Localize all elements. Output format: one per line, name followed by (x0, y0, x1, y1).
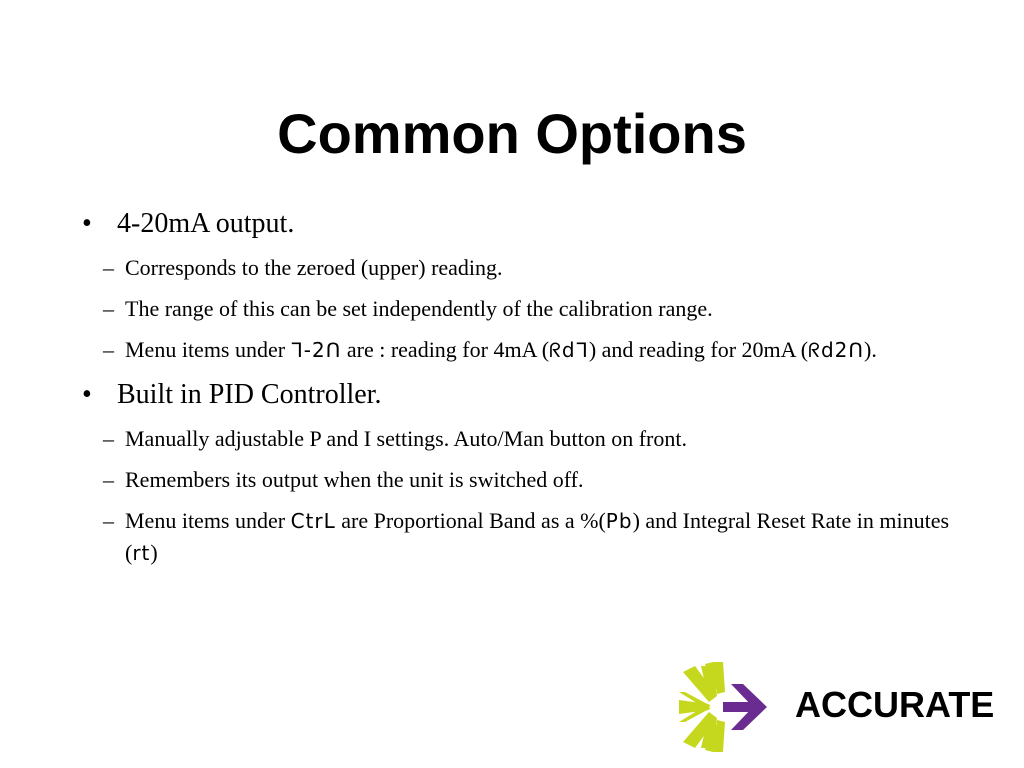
display-code-glyph: Pb (605, 509, 633, 533)
sub-bullet-text: ) and reading for 20mA ( (588, 337, 809, 362)
accurate-logo (679, 662, 999, 752)
bullet-text: 4-20mA output. (117, 208, 295, 239)
sub-bullet-item (80, 252, 960, 284)
sub-bullet-list (80, 252, 960, 366)
sub-bullet-text: are Proportional Band as a %( (335, 508, 606, 533)
sub-bullet-item (80, 334, 960, 366)
dash-marker: – (103, 337, 114, 362)
dash-marker: – (103, 508, 114, 533)
bullet-text: Built in PID Controller. (117, 379, 382, 410)
sub-bullet-list (80, 423, 960, 569)
dash-marker: – (103, 426, 114, 451)
sub-bullet-text: Manually adjustable P and I settings. Auto/Man button on front. (125, 426, 687, 451)
display-code-glyph: rt (132, 541, 151, 565)
sub-bullet-item (80, 423, 960, 455)
display-code-glyph: CtrL (290, 509, 336, 533)
sub-bullet-text: Menu items under (125, 337, 291, 362)
display-code-glyph: ᒣ-2ᑎ (290, 338, 342, 362)
bullet-marker: • (82, 379, 92, 410)
dash-marker: – (103, 296, 114, 321)
sub-bullet-item (80, 293, 960, 325)
sub-bullet-text: Remembers its output when the unit is switched off. (125, 467, 584, 492)
sub-bullet-text: ). (864, 337, 877, 362)
bullet-list (80, 204, 960, 578)
sub-bullet-text: ) (150, 540, 158, 565)
dash-marker: – (103, 255, 114, 280)
sub-bullet-text: Corresponds to the zeroed (upper) reading. (125, 255, 503, 280)
display-code-glyph: ᖇd2ᑎ (808, 338, 865, 362)
sub-bullet-text: Menu items under (125, 508, 291, 533)
sub-bullet-text: are : reading for 4mA ( (341, 337, 550, 362)
bullet-item (80, 204, 960, 244)
dash-marker: – (103, 467, 114, 492)
sub-bullet-item (80, 505, 960, 569)
bullet-item (80, 375, 960, 415)
accurate-wordmark: ACCURATE (795, 684, 995, 725)
accurate-logo-mark-icon (679, 662, 775, 752)
slide-title: Common Options (277, 102, 747, 165)
bullet-marker: • (82, 208, 92, 239)
display-code-glyph: ᖇdᒣ (549, 338, 589, 362)
sub-bullet-text: The range of this can be set independently of the calibration range. (125, 296, 713, 321)
sub-bullet-text: ) and Integral Reset Rate in minutes ( (125, 508, 950, 565)
sub-bullet-item (80, 464, 960, 496)
